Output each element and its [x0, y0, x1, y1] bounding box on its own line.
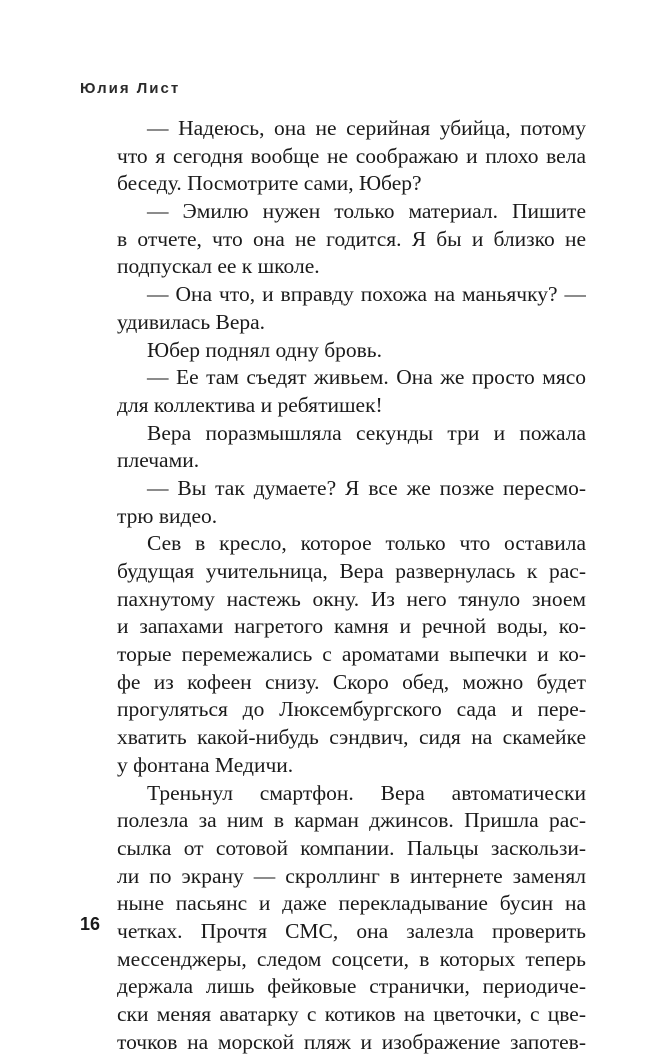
text-line: сылка от сотовой компании. Пальцы заскользи- [117, 835, 586, 860]
text-line: — Надеюсь, она не серийная убийца, потому [147, 116, 586, 140]
text-line: беседу. Посмотрите сами, Юбер? [117, 171, 422, 196]
text-line: прогуляться до Люксембургского сада и пере- [117, 697, 586, 722]
text-line: будущая учительница, Вера развернулась к рас- [117, 559, 586, 583]
text-line: ли по экрану — скроллинг в интернете заменял [117, 863, 586, 888]
text-line: для коллектива и ребятишек! [117, 392, 383, 417]
text-line: ски меняя аватарку с котиков на цветочки, с цве- [117, 1002, 586, 1026]
text-line: полезла за ним в карман джинсов. Пришла рас- [117, 808, 586, 833]
text-line: удивилась Вера. [117, 309, 266, 334]
text-line: плечами. [117, 448, 200, 473]
text-line: Сев в кресло, которое только что оставила [147, 531, 586, 556]
text-line: точков на морской пляж и изображение запотев- [117, 1029, 586, 1054]
text-line: трю видео. [117, 503, 218, 528]
text-line: Треньнул смартфон. Вера автоматически [147, 780, 586, 805]
text-line: мессенджеры, следом соцсети, в которых теперь [117, 946, 586, 971]
page-number: 16 [80, 914, 101, 934]
text-line: хватить какой-нибудь сэндвич, сидя на скамейке [117, 725, 586, 750]
text-line: Вера поразмышляла секунды три и пожала [147, 420, 586, 445]
text-line: ныне пасьянс и даже перекладывание бусин на [117, 891, 586, 916]
text-line: пахнутому настежь окну. Из него тянуло зноем [117, 586, 586, 611]
text-line: четках. Прочтя СМС, она залезла проверить [117, 918, 586, 943]
text-line: торые перемежались с ароматами выпечки и ко- [117, 642, 586, 667]
text-line: — Вы так думаете? Я все же позже пересмо- [147, 475, 586, 500]
text-line: — Ее там съедят живьем. Она же просто мясо [147, 365, 586, 390]
text-line: Юбер поднял одну бровь. [147, 337, 382, 362]
text-line: фе из кофеен снизу. Скоро обед, можно будет [117, 669, 586, 694]
text-line: у фонтана Медичи. [117, 752, 294, 777]
text-line: что я сегодня вообще не соображаю и плохо вела [117, 143, 586, 168]
text-line: — Эмилю нужен только материал. Пишите [147, 199, 586, 224]
body-text [117, 115, 586, 1056]
text-line: подпускал ее к школе. [117, 254, 320, 279]
text-line: держала лишь фейковые странички, периодиче- [117, 974, 586, 999]
text-line: и запахами нагретого камня и речной воды, ко- [117, 614, 586, 639]
text-line: в отчете, что она не годится. Я бы и близко не [117, 226, 586, 251]
running-head: Юлия Лист [80, 80, 181, 97]
text-line: — Она что, и вправду похожа на маньячку? — [147, 282, 586, 307]
